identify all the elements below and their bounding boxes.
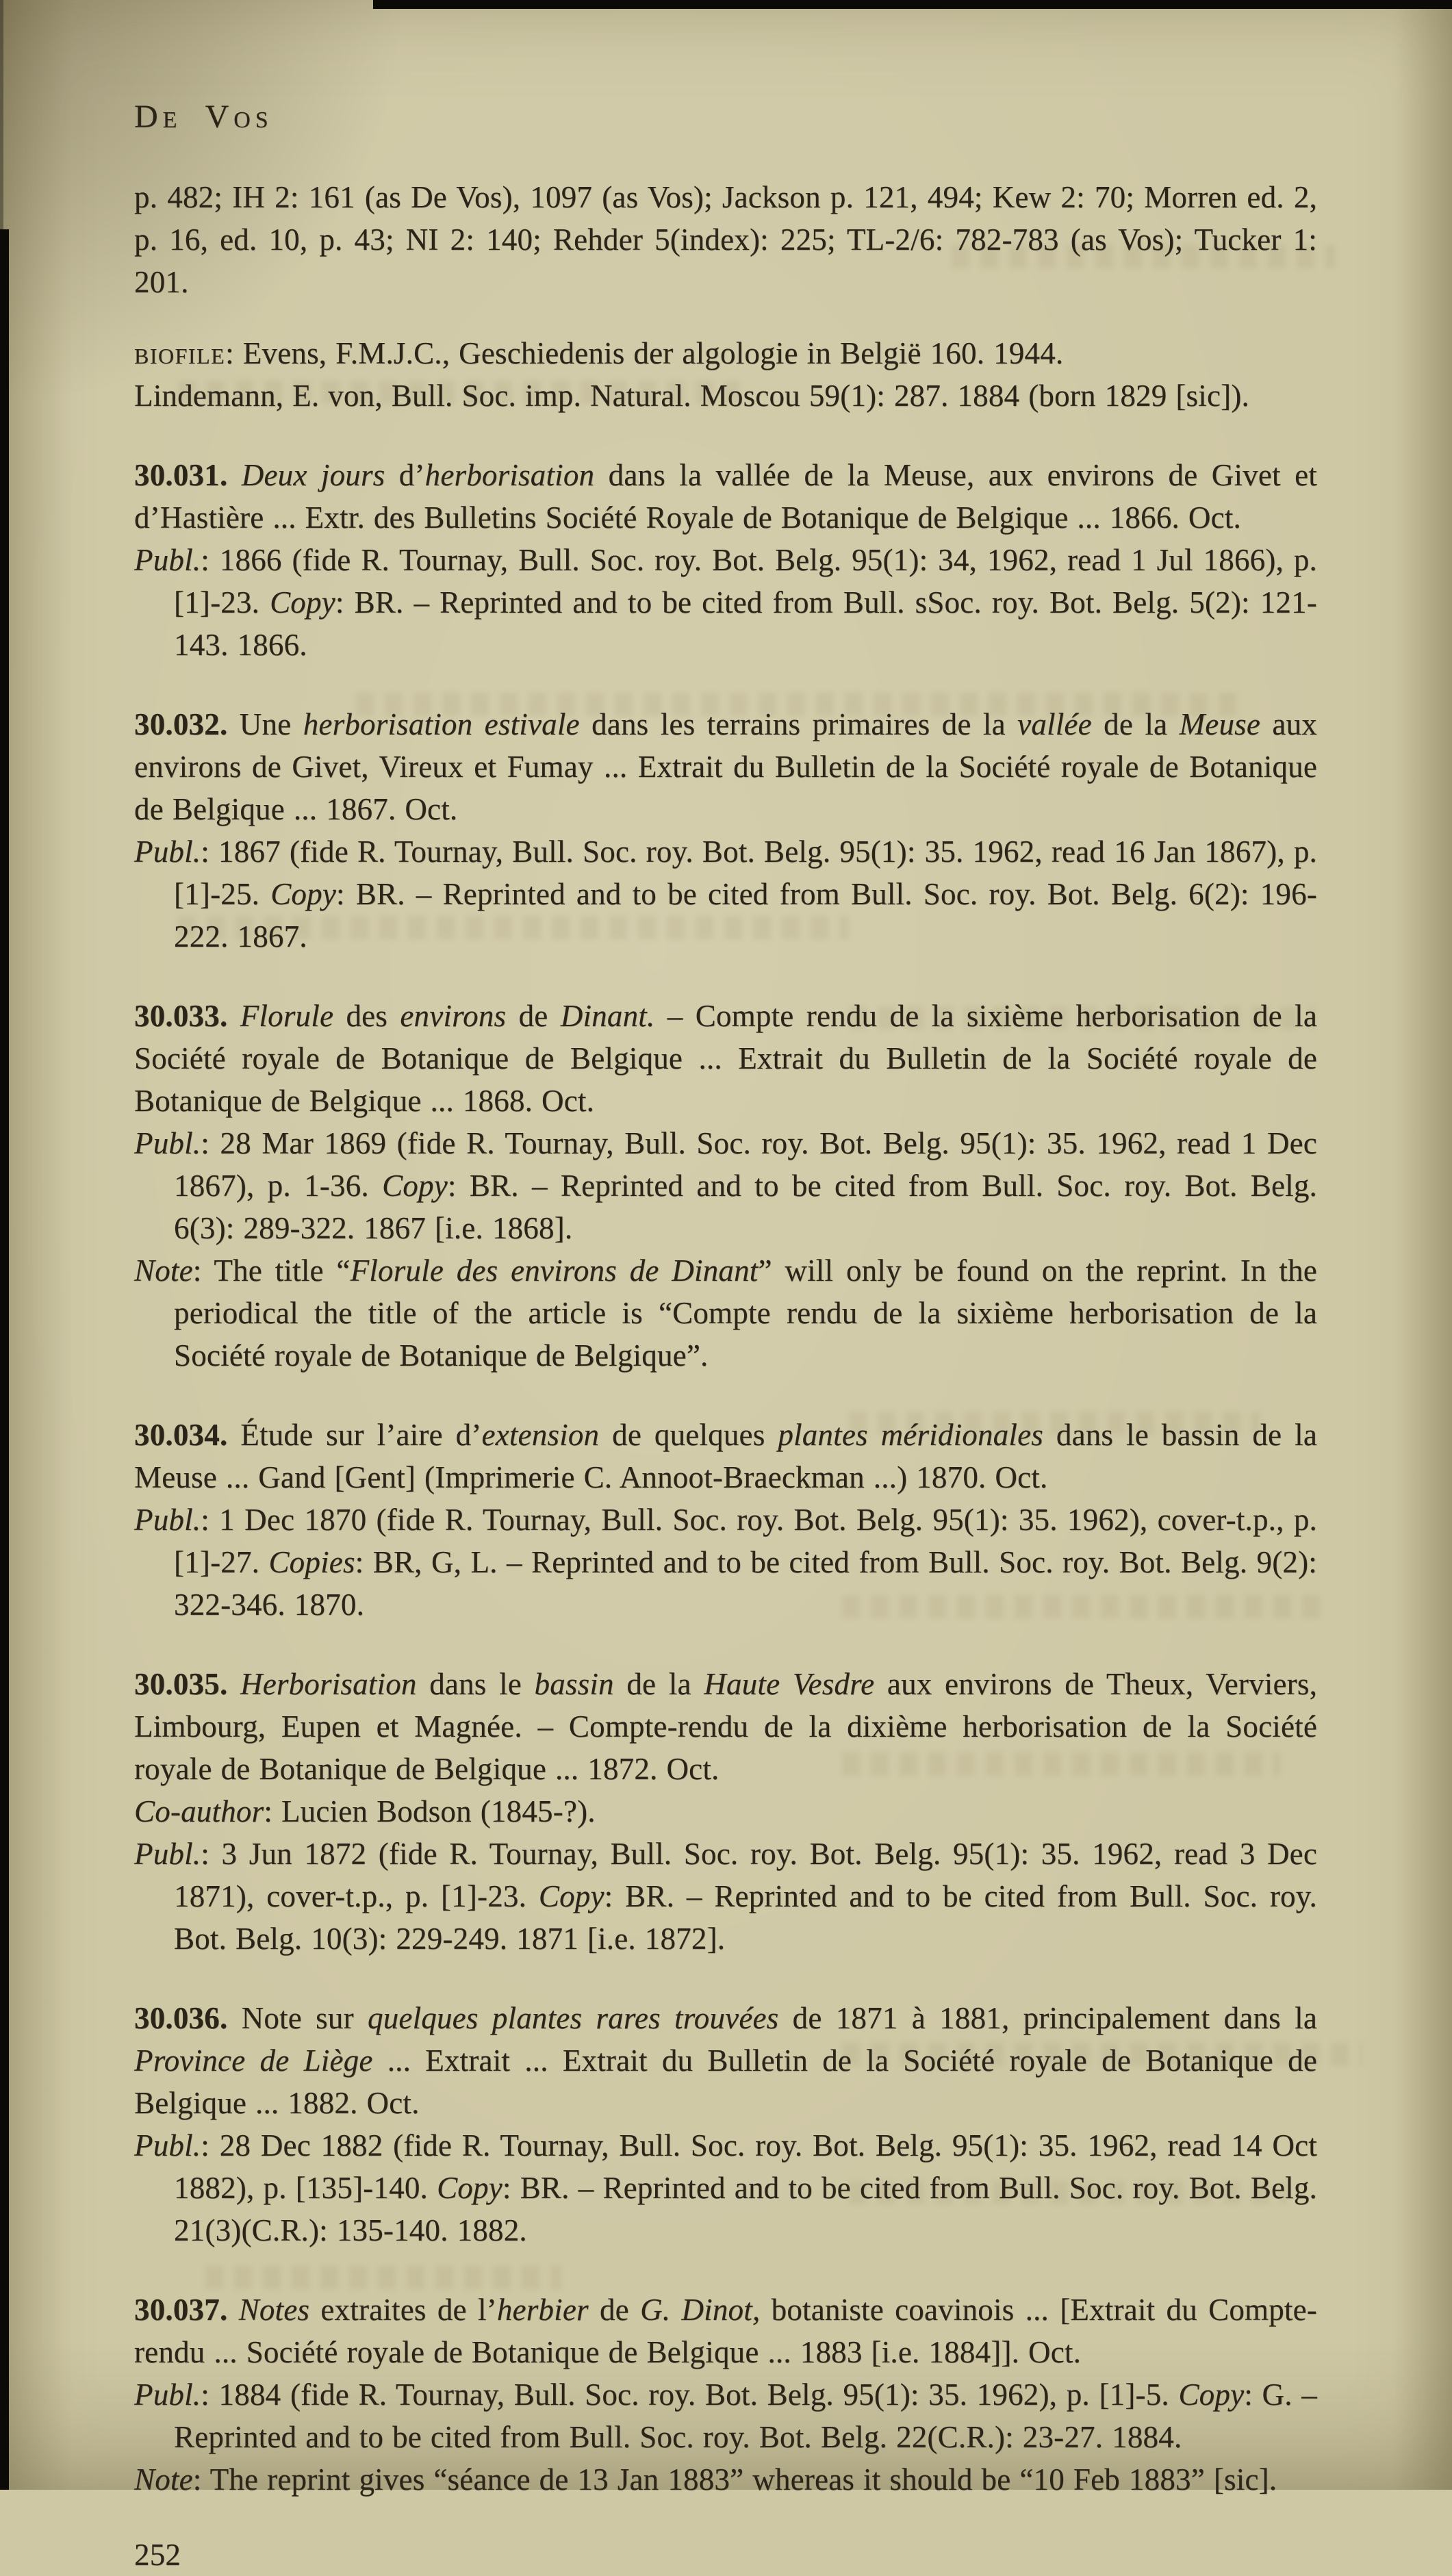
italic-text: Copy	[437, 2171, 502, 2205]
italic-text: Deux jours	[241, 458, 385, 492]
text-run: : Lucien Bodson (1845-?).	[264, 1794, 596, 1828]
scan-edge-top	[373, 0, 1452, 9]
italic-text: Florule	[240, 999, 334, 1033]
text-run: De Vos	[134, 99, 273, 135]
italic-text: Herborisation	[240, 1667, 417, 1701]
text-run	[227, 458, 241, 492]
italic-text: Haute Vesdre	[704, 1667, 875, 1701]
text-run: de	[588, 2293, 641, 2327]
entry-30032-title	[134, 703, 1317, 830]
entry-30035-title	[134, 1663, 1317, 1790]
page-number	[134, 2534, 1317, 2576]
text-run: : 28 Mar 1869 (fide R. Tournay, Bull. Soc. roy. Bot. Belg. 95(1): 35. 1962, read 1 Dec 1867), p. 1-36.	[174, 1126, 1317, 1203]
text-run: des	[333, 999, 400, 1033]
entry-30033-publication	[134, 1122, 1317, 1249]
page-header	[134, 96, 1317, 138]
text-run: : BR. – Reprinted and to be cited from Bull. Soc. roy. Bot. Belg. 6(3): 289-322. 1867 [i.e. 1868].	[174, 1169, 1317, 1245]
text-run: de	[506, 999, 561, 1033]
entry-30037-note	[134, 2458, 1317, 2501]
text-run: : Evens, F.M.J.C., Geschiedenis der algologie in België 160. 1944.	[225, 336, 1064, 370]
text-run: aux environs de Givet, Vireux et Fumay ... Extrait du Bulletin de la Société royale de Botanique de Belgique ... 1867. Oct.	[134, 707, 1317, 826]
text-run	[227, 2293, 238, 2327]
entry-30031-title	[134, 454, 1317, 539]
entry-30034-title	[134, 1414, 1317, 1499]
entry-30033-title	[134, 995, 1317, 1122]
text-run: de 1871 à 1881, principalement dans la	[778, 2001, 1317, 2035]
italic-text: herbier	[496, 2293, 589, 2327]
entry-number: 30.036.	[134, 2001, 228, 2035]
italic-text: Co-author	[134, 1794, 264, 1828]
text-run: ... Extrait ... Extrait du Bulletin de la Société royale de Botanique de Belgique ... 1882. Oct.	[134, 2043, 1317, 2120]
italic-text: Copies	[268, 1545, 355, 1579]
entry-number: 30.033.	[134, 999, 228, 1033]
text-run: : 1 Dec 1870 (fide R. Tournay, Bull. Soc. roy. Bot. Belg. 95(1): 35. 1962), cover-t.p., p. [1]-27.	[174, 1503, 1317, 1579]
text-run	[227, 999, 240, 1033]
italic-text: quelques plantes rares trouvées	[368, 2001, 779, 2035]
italic-text: herborisation	[424, 458, 595, 492]
text-run: Une	[227, 707, 303, 741]
entry-30031-publication	[134, 539, 1317, 666]
small-caps-label: biofile	[134, 336, 226, 370]
entry-30037-publication	[134, 2373, 1317, 2458]
italic-text: bassin	[534, 1667, 614, 1701]
text-run: : BR. – Reprinted and to be cited from Bull. sSoc. roy. Bot. Belg. 5(2): 121-143. 1866.	[174, 585, 1317, 662]
text-run: : 1866 (fide R. Tournay, Bull. Soc. roy. Bot. Belg. 95(1): 34, 1962, read 1 Jul 1866), p. [1]-23.	[174, 543, 1317, 620]
italic-text: Publ.	[134, 834, 201, 869]
entry-30032-publication	[134, 830, 1317, 958]
italic-text: vallée	[1017, 707, 1092, 741]
entry-30034-publication	[134, 1499, 1317, 1626]
italic-text: extension	[481, 1418, 600, 1452]
text-run: : The reprint gives “séance de 13 Jan 1883” whereas it should be “10 Feb 1883” [sic].	[192, 2462, 1277, 2497]
italic-text: Meuse	[1179, 707, 1261, 741]
italic-text: Publ.	[134, 2377, 201, 2412]
entry-number: 30.037.	[134, 2293, 228, 2327]
italic-text: plantes méridionales	[778, 1418, 1043, 1452]
entry-number: 30.034.	[134, 1418, 228, 1452]
entry-30036-title	[134, 1997, 1317, 2124]
text-run: extraites de l’	[309, 2293, 497, 2327]
text-run: – Compte rendu de la sixième herborisation de la Société royale de Botanique de Belgique ... Extrait du Bulletin de la Société royale de Botanique de Belgique ... 1868. Oct.	[134, 999, 1317, 1118]
text-run: : 28 Dec 1882 (fide R. Tournay, Bull. Soc. roy. Bot. Belg. 95(1): 35. 1962, read 14 Oct 1882), p. [135]-140.	[174, 2128, 1317, 2205]
text-run: : BR. – Reprinted and to be cited from Bull. Soc. roy. Bot. Belg. 10(3): 229-249. 1871 [i.e. 1872].	[174, 1879, 1317, 1956]
italic-text: Publ.	[134, 543, 201, 577]
entry-30036-publication	[134, 2124, 1317, 2252]
italic-text: Note	[134, 1253, 193, 1288]
italic-text: Dinant.	[560, 999, 655, 1033]
text-run: : The title “	[192, 1253, 351, 1288]
scan-edge-left-faint	[0, 0, 3, 229]
text-run: : BR. – Reprinted and to be cited from Bull. Soc. roy. Bot. Belg. 6(2): 196-222. 1867.	[174, 877, 1317, 954]
text-run: p. 482; IH 2: 161 (as De Vos), 1097 (as Vos); Jackson p. 121, 494; Kew 2: 70; Morren ed. 2, p. 16, ed. 10, p. 43; NI 2: 140; Rehder 5(index): 225; TL-2/6: 782-783 (as Vos); Tucker 1: 201.	[134, 180, 1317, 299]
entry-30035-publication	[134, 1833, 1317, 1960]
text-run: dans le bassin de la Meuse ... Gand [Gent] (Imprimerie C. Annoot-Braeckman ...) 1870. Oct.	[134, 1418, 1317, 1494]
italic-text: Publ.	[134, 1126, 201, 1160]
italic-text: Publ.	[134, 1503, 201, 1537]
italic-text: Copy	[270, 877, 336, 911]
text-run: aux environs de Theux, Verviers, Limbourg, Eupen et Magnée. – Compte-rendu de la dixième herborisation de la Société royale de Botanique de Belgique ... 1872. Oct.	[134, 1667, 1318, 1786]
text-run: Étude sur l’aire d’	[227, 1418, 482, 1452]
italic-text: Publ.	[134, 2128, 201, 2163]
italic-text: Copy	[1178, 2377, 1245, 2412]
biofile-paragraph	[134, 332, 1317, 417]
text-run: d’	[385, 458, 425, 492]
text-run: de la	[613, 1667, 704, 1701]
italic-text: Note	[134, 2462, 193, 2497]
italic-text: Copy	[270, 585, 335, 620]
entry-30033-note	[134, 1249, 1317, 1377]
entry-30035-coauthor	[134, 1790, 1317, 1833]
text-run: ” will only be found on the reprint. In the periodical the title of the article is “Compte rendu de la sixième herborisation de la Société royale de Botanique de Belgique”.	[174, 1253, 1317, 1373]
italic-text: Copy	[538, 1879, 604, 1913]
text-run: : BR. – Reprinted and to be cited from Bull. Soc. roy. Bot. Belg. 21(3)(C.R.): 135-140. 1882.	[174, 2171, 1317, 2247]
text-run	[227, 1667, 240, 1701]
italic-text: Province de Liège	[134, 2043, 373, 2078]
text-run: Lindemann, E. von, Bull. Soc. imp. Natural. Moscou 59(1): 287. 1884 (born 1829 [sic]).	[134, 379, 1249, 413]
text-column	[134, 96, 1317, 2576]
italic-text: Publ.	[134, 1837, 201, 1871]
text-run: : BR, G, L. – Reprinted and to be cited from Bull. Soc. roy. Bot. Belg. 9(2): 322-346. 1870.	[174, 1545, 1317, 1622]
text-run: de la	[1091, 707, 1180, 741]
italic-text: Copy	[382, 1169, 448, 1203]
text-run: : 1867 (fide R. Tournay, Bull. Soc. roy. Bot. Belg. 95(1): 35. 1962, read 16 Jan 1867), p. [1]-25.	[174, 834, 1317, 911]
text-run: 252	[134, 2538, 181, 2572]
scan-edge-left	[0, 229, 9, 2490]
entry-30037-title	[134, 2288, 1317, 2373]
text-run: Note sur	[227, 2001, 368, 2035]
text-run: : 1884 (fide R. Tournay, Bull. Soc. roy. Bot. Belg. 95(1): 35. 1962), p. [1]-5.	[201, 2377, 1179, 2412]
entry-number: 30.031.	[134, 458, 228, 492]
text-run: dans les terrains primaires de la	[579, 707, 1018, 741]
text-run: botaniste coavinois ... [Extrait du Compte-rendu ... Société royale de Botanique de Belgique ... 1883 [i.e. 1884]]. Oct.	[134, 2293, 1317, 2369]
italic-text: herborisation estivale	[303, 707, 580, 741]
text-run: de quelques	[599, 1418, 778, 1452]
italic-text: environs	[400, 999, 507, 1033]
text-run: : 3 Jun 1872 (fide R. Tournay, Bull. Soc. roy. Bot. Belg. 95(1): 35. 1962, read 3 Dec 1871), cover-t.p., p. [1]-23.	[174, 1837, 1317, 1913]
text-run: dans le	[416, 1667, 535, 1701]
text-run: dans la vallée de la Meuse, aux environs de Givet et d’Hastière ... Extr. des Bulletins Société Royale de Botanique de Belgique ... 1866. Oct.	[134, 458, 1317, 535]
entry-number: 30.032.	[134, 707, 228, 741]
reference-paragraph	[134, 176, 1317, 303]
italic-text: Florule des environs de Dinant	[350, 1253, 759, 1288]
italic-text: Notes	[238, 2293, 310, 2327]
text-run: : G. – Reprinted and to be cited from Bull. Soc. roy. Bot. Belg. 22(C.R.): 23-27. 1884.	[174, 2377, 1317, 2454]
italic-text: G. Dinot,	[640, 2293, 761, 2327]
entry-number: 30.035.	[134, 1667, 228, 1701]
